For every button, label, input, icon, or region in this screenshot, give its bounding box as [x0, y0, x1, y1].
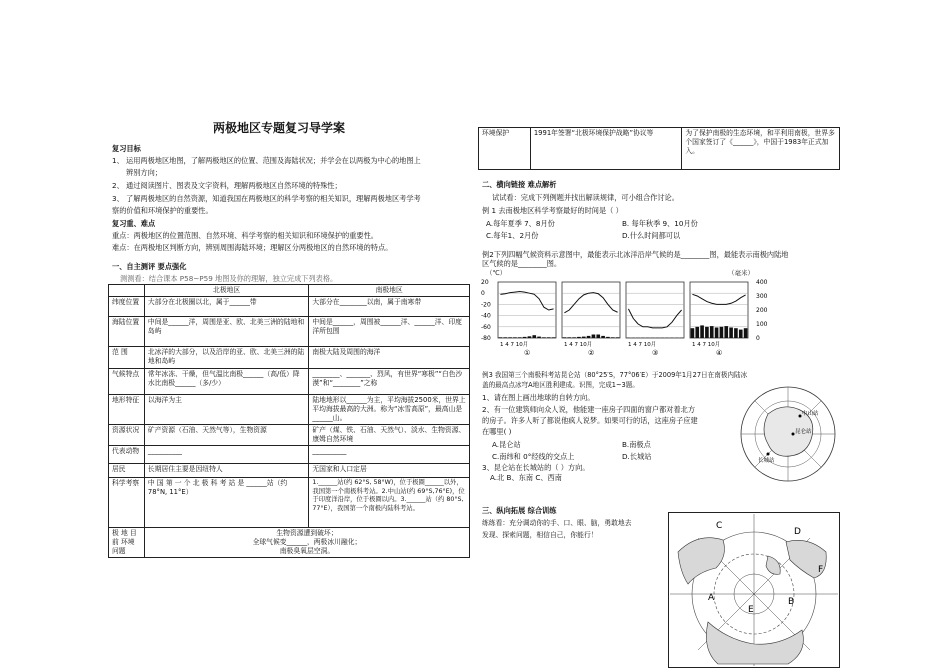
precip-bar	[563, 337, 567, 338]
antarctic-polar-map	[738, 384, 838, 484]
env-antarctic: 为了保护南极的生态环境，和平利用南极，世界多个国家签订了《______》，中国于1983年正式加入。	[682, 128, 840, 170]
temp-unit-label: （℃）	[486, 269, 507, 277]
precip-axis-tick: 0	[756, 335, 760, 342]
example-1-option-c: C.每年1、2月份	[486, 231, 539, 240]
climate-chart-frame	[498, 282, 556, 338]
precip-bar	[611, 337, 615, 338]
table-row	[109, 395, 470, 425]
table-row	[109, 446, 470, 464]
map2-letter-a: A	[708, 593, 715, 603]
month-ticks: 1 4 7 10月	[628, 342, 657, 348]
table-head-antarctic: 南极地区	[309, 285, 470, 297]
precip-axis-tick: 400	[756, 279, 768, 286]
question-2: 2、有一位建筑师向众人说，他能建一座房子四面的窗户都对着北方	[482, 405, 696, 414]
cell-antarctic: 中间是______，周围被______洋、______洋、印度洋所包围	[309, 317, 470, 347]
cell-antarctic: 南极大陆及周围的海洋	[309, 347, 470, 369]
precip-bar	[729, 328, 733, 339]
precip-bar	[577, 337, 581, 338]
temp-axis-tick: -60	[481, 323, 491, 331]
map2-letter-c: C	[716, 521, 723, 531]
table-row	[109, 464, 470, 478]
table-instruction: 测测看：结合课本 P58~P59 地图及你的理解，独立完成下列表格。	[120, 274, 338, 283]
precip-axis-tick: 100	[756, 321, 768, 328]
precip-bar	[720, 327, 724, 338]
map-label-zhongshan: 中山站	[802, 411, 819, 417]
precip-bar	[700, 325, 704, 338]
goal-3b: 察的价值和环境保护的重要性。	[112, 206, 213, 215]
key-text: 重点：两极地区的位置范围、自然环境、科学考察的相关知识和环境保护的重要性。	[112, 231, 378, 240]
table-head-arctic: 北极地区	[144, 285, 308, 297]
table-row	[109, 369, 470, 395]
chart-label: ③	[652, 349, 659, 357]
section-3-text: 练练看：充分调动你的手、口、眼、脑，勇敢地去	[482, 519, 632, 527]
example-2: 例2下列四幅气候资料示意图中，最能表示北冰洋沿岸气候的是________图，最能表示南极内陆地	[482, 250, 789, 259]
row-label: 海陆位置	[109, 317, 145, 347]
precip-bar	[710, 326, 714, 338]
precip-unit-label: （毫米）	[728, 269, 754, 277]
row-label: 科学考察	[109, 478, 145, 528]
cell-antarctic: 陆地地形以______为主，平均海拔2500米，世界上平均海拔最高的大洲。称为“冰雪高原”，最高山是______山。	[309, 395, 470, 425]
climate-chart-frame	[626, 282, 684, 338]
section-2-heading: 二、横向链接 难点解析	[482, 180, 557, 189]
goal-3: 3、 了解两极地区的自然资源，知道我国在两极地区的科学考察的相关知识，理解两极地区考学考	[112, 194, 421, 203]
precip-bar	[739, 330, 743, 338]
precip-bar	[734, 328, 738, 338]
precip-bar	[616, 337, 620, 338]
cell-antarctic: 1.______站(约 62°S, 58°W)，位于极圈______以外，我国第一个南极科考站。2.中山站(约 69°S,76°E)，位于印度洋沿岸，位于极圈以内。3.______站（约 80°S, 77°E），我国第一个南极内陆科考站。	[309, 478, 470, 528]
q2-option-d: D.长城站	[622, 452, 652, 461]
temp-axis-tick: 0	[481, 290, 485, 298]
temp-axis-tick: -40	[481, 312, 491, 320]
precip-bar	[691, 328, 695, 338]
precip-axis-tick: 200	[756, 307, 768, 314]
table-head-blank	[109, 285, 145, 297]
precip-bar	[601, 336, 605, 338]
env-label: 环境保护	[479, 128, 531, 170]
row-label: 资源状况	[109, 425, 145, 446]
cell-arctic: 以海洋为主	[144, 395, 308, 425]
cell-arctic: 中间是______洋，周围是亚、欧、北美三洲的陆地和岛屿	[144, 317, 308, 347]
q2-option-a: A.昆仑站	[492, 440, 521, 449]
question-1: 1、请在图上画出地球的自转方向。	[482, 393, 595, 402]
question-2b: 的房子。许多人听了都说他疯人说梦。如果可行的话，这座房子应建	[482, 416, 698, 425]
cell-arctic: 长期居住主要是因纽特人	[144, 464, 308, 478]
temp-axis-tick: 20	[481, 279, 489, 286]
cell-antarctic: 无国家和人口定居	[309, 464, 470, 478]
example-1-option-b: B. 每年秋季 9、10月份	[622, 219, 698, 228]
precip-bar	[705, 327, 709, 338]
goals-heading: 复习目标	[112, 144, 141, 153]
example-2b: 区气候的是________图。	[482, 259, 562, 268]
row-label: 地形特征	[109, 395, 145, 425]
precip-bar	[724, 326, 728, 338]
example-1-option-d: D.什么时间都可以	[622, 231, 681, 240]
chart-label: ④	[716, 349, 723, 357]
cell-antarctic: 大部分在________以南，属于南寒带	[309, 297, 470, 317]
table-row	[109, 528, 470, 558]
month-ticks: 1 4 7 10月	[564, 342, 593, 348]
env-problem-2: 全球气候变______，两极冰川融化；	[252, 538, 362, 546]
precip-bar	[528, 336, 532, 338]
precip-bar	[552, 337, 556, 338]
precip-bar	[596, 335, 600, 339]
row-label: 气候特点	[109, 369, 145, 395]
precip-bar	[523, 337, 527, 338]
cell-arctic: 常年冰冻、干燥，但气温比南极______（高/低）降水比南极______（多/少）	[144, 369, 308, 395]
table-row	[109, 347, 470, 369]
precip-bar	[508, 337, 512, 338]
cell-antarctic: __________	[309, 446, 470, 464]
arctic-map	[668, 512, 840, 668]
env-protection-table	[478, 127, 840, 170]
table-row	[109, 425, 470, 446]
cell-arctic: 北冰洋的大部分，以及沿岸的亚、欧、北美三洲的陆地和岛屿	[144, 347, 308, 369]
env-problem-1: 生物资源遭到破坏；	[276, 529, 338, 537]
goal-1b: 辨别方向；	[126, 168, 162, 177]
precip-bar	[572, 337, 576, 338]
chart-label: ①	[524, 349, 531, 357]
precip-axis-tick: 300	[756, 293, 768, 300]
env-arctic: 1991年签署“北极环境保护战略”协议等	[530, 128, 682, 170]
question-2c: 在哪里( )	[482, 427, 512, 436]
row-label: 居民	[109, 464, 145, 478]
example-1: 例 1 去南极地区科学考察最好的时间是（ ）	[482, 206, 623, 215]
row-label: 代表动物	[109, 446, 145, 464]
precip-bar	[513, 337, 517, 338]
table-row	[109, 297, 470, 317]
env-problem-3: 南极臭氧层空洞。	[279, 547, 335, 555]
map2-letter-b: B	[788, 597, 795, 607]
table-row	[109, 317, 470, 347]
climate-charts	[480, 276, 770, 366]
row-label: 范 围	[109, 347, 145, 369]
page-title: 两极地区专题复习导学案	[213, 121, 346, 135]
climate-chart-frame	[562, 282, 620, 338]
temp-axis-tick: -80	[481, 335, 491, 342]
cell-arctic: 矿产资源（石油、天然气等），生物资源	[144, 425, 308, 446]
map2-letter-f: F	[818, 565, 824, 575]
month-ticks: 1 4 7 10月	[692, 342, 721, 348]
map-label-kunlun: 昆仑站	[795, 429, 812, 435]
precip-bar	[695, 327, 699, 338]
q2-option-b: B.南极点	[622, 440, 651, 449]
precip-bar	[606, 337, 610, 338]
goal-2: 2、 通过阅读图片、图表及文字资料，理解两极地区自然环境的特殊性；	[112, 181, 342, 190]
cell-arctic: 中 国 第 一 个 北 极 科 考 站 是 ______站（约78°N, 11°E）	[144, 478, 308, 528]
row-label: 极 地 目 前 环境问题	[109, 528, 145, 558]
chart-label: ②	[588, 349, 595, 357]
example-3b: 盖的最高点冰穹A地区胜利建成。识图，完成1~3题。	[482, 381, 639, 389]
q2-option-c: C.南纬和 0°经线的交点上	[492, 452, 575, 461]
cell-antarctic: 矿产（煤、铁、石油、天然气）、淡水、生物资源、康姆自然环境	[309, 425, 470, 446]
keypoints-heading: 复习重、难点	[112, 219, 156, 228]
table-row	[109, 478, 470, 528]
map2-letter-d: D	[794, 527, 801, 537]
precip-bar	[499, 337, 503, 338]
section-2-instruction: 试试看：完成下列例题并找出解读规律，可小组合作讨论。	[492, 193, 679, 202]
precip-bar	[532, 335, 536, 338]
month-ticks: 1 4 7 10月	[500, 342, 529, 348]
row-label: 纬度位置	[109, 297, 145, 317]
question-3-options: A.北 B、东南 C、西南	[490, 473, 562, 482]
section-3-heading: 三、纵向拓展 综合训练	[482, 506, 557, 515]
cell-arctic: 大部分在北极圈以北，属于______带	[144, 297, 308, 317]
goal-1: 1、 运用两极地区地图，了解两极地区的位置、范围及海陆状况；并学会在以两极为中心的地图上	[112, 156, 421, 165]
question-3: 3、昆仑站在长城站的（ ）方向。	[482, 463, 590, 472]
precip-bar	[587, 336, 591, 338]
comparison-table	[108, 284, 470, 558]
example-1-option-a: A.每年夏季 7、8月份	[486, 219, 555, 228]
precip-bar	[567, 337, 571, 338]
cell-arctic: __________	[144, 446, 308, 464]
precip-bar	[744, 328, 748, 338]
section-1-heading: 一、自主测评 要点强化	[112, 262, 187, 271]
precip-bar	[542, 337, 546, 338]
map-label-changcheng: 长城站	[758, 458, 775, 464]
map2-letter-e: E	[748, 605, 754, 615]
precip-bar	[537, 337, 541, 338]
precip-bar	[547, 337, 551, 338]
example-3: 例3 我国第三个南极科考站昆仑站（80°25′S，77°06′E）于2009年1月27日在南极内陆冰	[482, 371, 748, 379]
section-3-text-2: 发现、探索问题，相信自己，你能行！	[482, 531, 598, 539]
precip-bar	[715, 328, 719, 339]
precip-bar	[503, 337, 507, 338]
precip-bar	[592, 335, 596, 339]
cell-antarctic: ________、_______、烈风，有世界“寒极”“白色沙漠”和“________”之称	[309, 369, 470, 395]
precip-bar	[518, 337, 522, 338]
temp-axis-tick: -20	[481, 301, 491, 309]
diff-text: 难点：在两极地区判断方向，辨别周围海陆环境；理解区分两极地区的自然环境的特点。	[112, 243, 393, 252]
precip-bar	[582, 337, 586, 338]
